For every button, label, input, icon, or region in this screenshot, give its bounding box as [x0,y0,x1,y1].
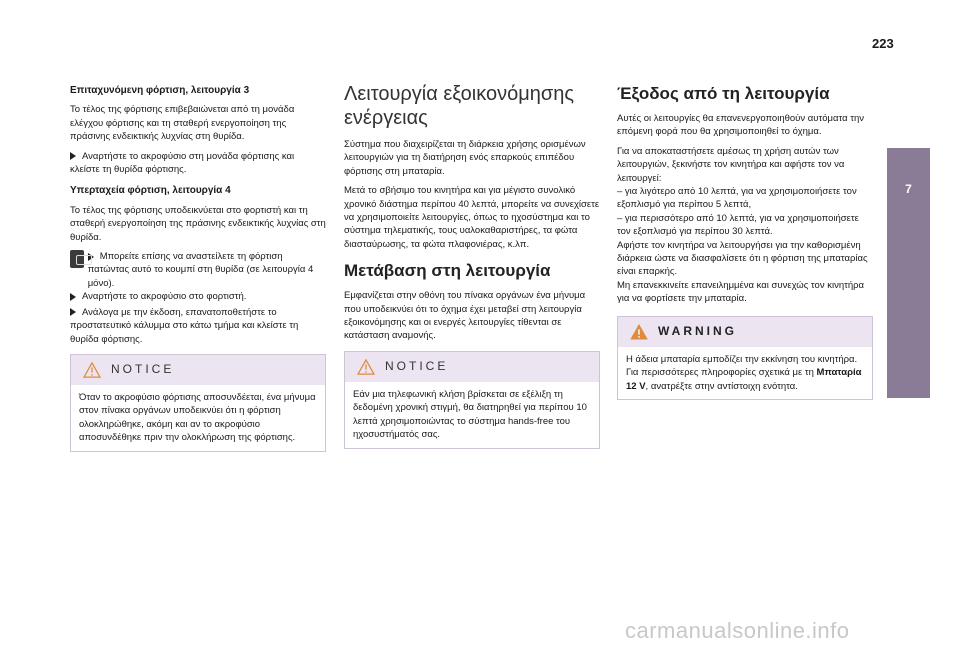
paragraph: Μετά το σβήσιμο του κινητήρα και για μέγιστο συνολικό χρονικό διάστημα περίπου 40 λεπτά, μπορείτε να συνεχίσετε να χρησιμοποιείτε λειτουργίες, όπως το ηχοσύστημα και το σύστημα τηλεματικής, τους υαλοκαθαριστήρες, τα φώτα διασταύρωσης, τα φώτα πλαφονιέρας, κ.λπ. [344,185,600,250]
bullet-item: Αναρτήστε το ακροφύσιο στο φορτιστή. [70,290,326,303]
warning-triangle-icon [630,324,648,340]
notice-box [70,354,326,452]
section-heading-mode3: Επιταχυνόμενη φόρτιση, λειτουργία 3 [70,85,250,96]
section-title-exit: Έξοδος από τη λειτουργία [617,84,830,103]
warning-triangle-icon [357,359,375,375]
notice-text: Εάν μια τηλεφωνική κλήση βρίσκεται σε εξέλιξη τη δεδομένη χρονική στιγμή, θα διατηρηθεί για περίπου 10 λεπτά χρησιμοποιώντας το σύστημα hands-free του ηχοσυστήματός σας. [353,388,587,441]
warning-triangle-icon [83,362,101,378]
bullet-item: Ανάλογα με την έκδοση, επανατοποθετήστε το προστατευτικό κάλυμμα στο κάτω τμήμα και κλείστε τη θυρίδα φόρτισης. [70,306,299,345]
arrow-bullet-icon [70,152,76,160]
watermark: carmanualsonline.info [625,618,850,643]
chapter-label: Πρακτικές πληροφορίες [819,112,837,270]
paragraph: Αυτές οι λειτουργίες θα επανενεργοποιηθούν αυτόματα την επόμενη φορά που θα χρησιμοποιηθεί το όχημα. [617,113,864,138]
arrow-bullet-icon [70,293,76,301]
column-2 [344,82,600,449]
column-1 [70,84,326,452]
bullet-item: Αναρτήστε το ακροφύσιο στη μονάδα φόρτισης και κλείστε τη θυρίδα φόρτισης. [70,150,295,176]
section-title-energy-saving: Λειτουργία εξοικονόμησης ενέργειας [344,83,574,129]
battery-reference: Μπαταρία 12 V [626,367,862,392]
warning-text: Για περισσότερες πληροφορίες σχετικά με τη Μπαταρία 12 V, ανατρέξτε στην αντίστοιχη ενότητα. [626,367,862,392]
page-number: 223 [872,36,894,51]
notice-title: NOTICE [385,359,449,374]
column-3 [617,84,873,400]
notice-title: NOTICE [111,362,175,377]
paragraph: Το τέλος της φόρτισης υποδεικνύεται στο φορτιστή και τη σταθερή ενεργοποίηση της πράσινης ενδεικτικής λυχνίας στη θυρίδα. [70,204,326,243]
bullet-item: Μπορείτε επίσης να αναστείλετε τη φόρτιση πατώντας αυτό το κουμπί στη θυρίδα (σε λειτουργία 4 μόνο). [70,250,326,290]
dash-item: – για λιγότερο από 10 λεπτά, για να χρησιμοποιήσετε τον εξοπλισμό για περίπου 5 λεπτά, [617,186,857,211]
dash-item: – για περισσότερο από 10 λεπτά, για να χρησιμοποιήσετε τον εξοπλισμό για περίπου 30 λεπτά. [617,212,859,238]
paragraph: Για να αποκαταστήσετε αμέσως τη χρήση αυτών των λειτουργιών, ξεκινήστε τον κινητήρα και αφήστε τον να λειτουργεί: [617,145,845,184]
arrow-bullet-icon [70,308,76,316]
paragraph: Το τέλος της φόρτισης επιβεβαιώνεται από τη μονάδα ελέγχου φόρτισης και τη σταθερή ενεργοποίηση της πράσινης ενδεικτικής λυχνίας στη θυρίδα. [70,104,295,143]
paragraph: Σύστημα που διαχειρίζεται τη διάρκεια χρήσης ορισμένων λειτουργιών για τη διατήρηση ενός επαρκούς επιπέδου φόρτισης στη μπαταρία. [344,139,586,177]
warning-title: WARNING [658,323,737,338]
paragraph: Αφήστε τον κινητήρα να λειτουργήσει για την καθορισμένη διάρκεια ώστε να διασφαλίσετε ότι η φόρτιση της μπαταρίας είναι επαρκής. [617,239,868,278]
paragraph: Εμφανίζεται στην οθόνη του πίνακα οργάνων ένα μήνυμα που υποδεικνύει ότι το όχημα έχει μεταβεί στη λειτουργία εξοικονόμησης και οι ενεργές λειτουργίες τίθενται σε κατάσταση αναμονής. [344,290,586,342]
section-heading-mode4: Υπερταχεία φόρτιση, λειτουργία 4 [70,185,231,197]
chapter-number: 7 [905,182,912,196]
notice-text: Όταν το ακροφύσιο φόρτισης αποσυνδέεται, ένα μήνυμα στον πίνακα οργάνων υποδεικνύει ότι η φόρτιση ολοκληρώθηκε, ακόμη και αν το ακροφύσιο αποσυνδέθηκε πριν την ολοκλήρωση της φόρτισης. [79,391,316,444]
warning-box [617,316,873,400]
section-title-switching: Μετάβαση στη λειτουργία [344,261,551,281]
charge-stop-button-icon [70,250,84,268]
warning-text: Η άδεια μπαταρία εμποδίζει την εκκίνηση του κινητήρα. [626,353,858,365]
paragraph: Μη επανεκκινείτε επανειλημμένα και συνεχώς τον κινητήρα για να φορτίσετε την μπαταρία. [617,279,865,305]
chapter-tab[interactable] [819,112,930,398]
notice-box [344,351,600,449]
